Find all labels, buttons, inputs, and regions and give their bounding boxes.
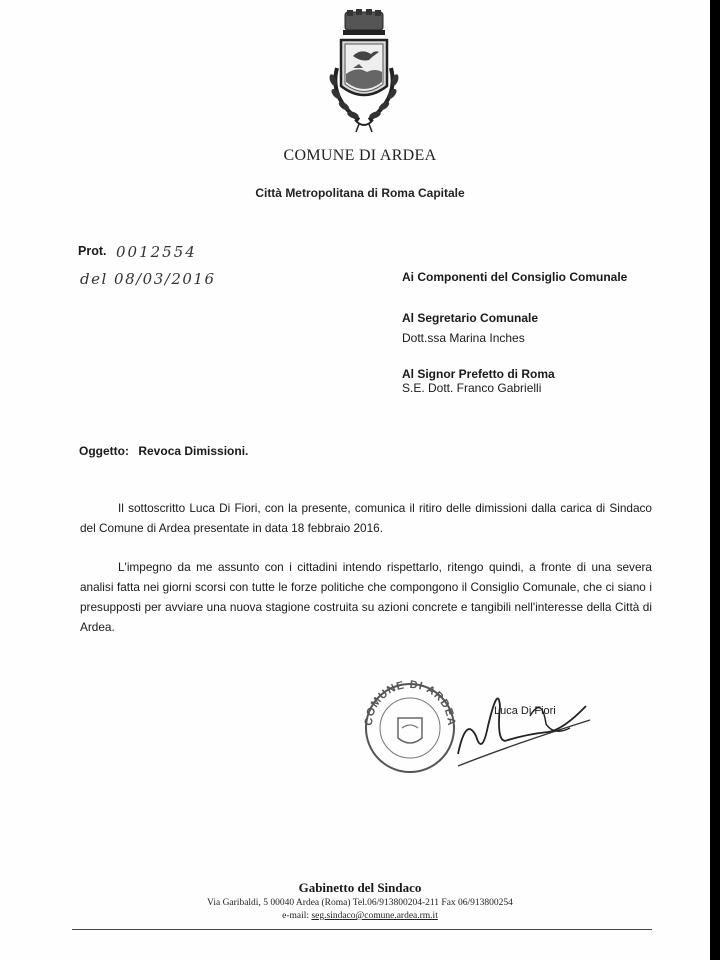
body-paragraph xyxy=(80,498,652,538)
recipient-consiglio: Ai Componenti del Consiglio Comunale xyxy=(402,270,628,284)
footer-email-line xyxy=(0,911,720,921)
body-paragraph-2: L'impegno da me assunto con i cittadini intendo rispettarlo, ritengo quindi, a fronte di una severa analisi fatta nei giorni scorsi con tutte le forze politiche che compongono il Consiglio Comunale, che ci siano i presupposti per avviare una nuova stagione costruita su azioni concrete e tangibili nell'interesse della Città di Ardea. xyxy=(80,560,652,634)
signature-name: Luca Di Fiori xyxy=(494,705,556,717)
subject-text: Revoca Dimissioni. xyxy=(138,444,249,458)
stamp-text: COMUNE DI ARDEA xyxy=(362,678,458,727)
subject-line xyxy=(79,444,248,458)
scan-edge xyxy=(710,0,720,960)
recipient-prefetto: Al Signor Prefetto di Roma xyxy=(402,367,555,381)
footer-email[interactable]: seg.sindaco@comune.ardea.rm.it xyxy=(311,911,438,921)
footer-title: Gabinetto del Sindaco xyxy=(298,880,422,895)
protocol-label: Prot. xyxy=(78,244,107,258)
footer-divider xyxy=(72,929,652,930)
comune-title: COMUNE DI ARDEA xyxy=(283,147,437,164)
protocol-date: del 08/03/2016 xyxy=(80,270,216,288)
recipient-prefetto-name: S.E. Dott. Franco Gabrielli xyxy=(402,381,542,395)
footer-address: Via Garibaldi, 5 00040 Ardea (Roma) Tel.06/913800204-211 Fax 06/913800254 xyxy=(207,898,513,908)
citta-metropolitana: Città Metropolitana di Roma Capitale xyxy=(255,186,465,200)
recipient-segretario-name: Dott.ssa Marina Inches xyxy=(402,331,525,345)
recipient-segretario: Al Segretario Comunale xyxy=(402,311,539,325)
official-stamp-and-signature xyxy=(358,676,598,786)
footer-email-label: e-mail: xyxy=(282,911,310,921)
svg-text:COMUNE DI ARDEA xyxy=(363,679,457,727)
body-paragraph xyxy=(80,557,652,637)
body-paragraph-1: Il sottoscritto Luca Di Fiori, con la presente, comunica il ritiro delle dimissioni dalla carica di Sindaco del Comune di Ardea presentate in data 18 febbraio 2016. xyxy=(80,501,652,535)
protocol-number: 0012554 xyxy=(116,243,197,261)
municipal-crest-icon xyxy=(323,8,405,136)
subject-label: Oggetto: xyxy=(79,444,129,458)
